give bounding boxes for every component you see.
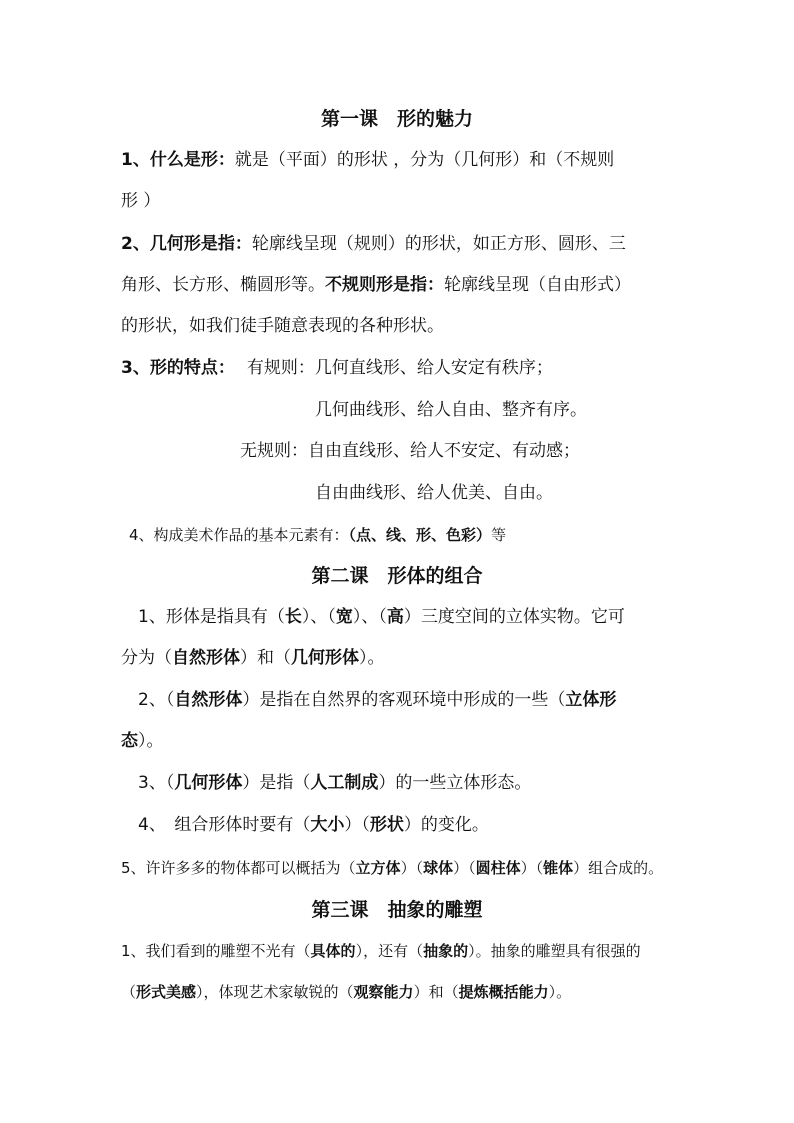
l2p3-a: 3、（ [138, 773, 175, 793]
l2p1-f: 分为（ [121, 648, 172, 668]
l3p1-e: （ [121, 983, 137, 1001]
lesson1-para2-line2 [121, 273, 631, 297]
lesson1-para1-cont: 形 ） [121, 191, 161, 211]
l2p1-b1: 长 [284, 607, 302, 627]
l2p2-c: ）是指在自然界的客观环境中形成的一些（ [242, 690, 566, 710]
l2p1-c: ）、（ [301, 607, 336, 627]
l2p4-c: ）（ [344, 815, 370, 835]
lesson1-para1-label: 1、什么是形： [121, 150, 235, 170]
lesson3-para1-cont [121, 980, 571, 1004]
lesson2-para5 [121, 856, 663, 880]
l2p1-d: ）、（ [352, 607, 387, 627]
l2p4-b1: 大小 [310, 815, 345, 835]
l2p4-a: 4、 组合形体时要有（ [138, 815, 311, 835]
lesson1-para2-label: 2、几何形是指： [121, 234, 252, 254]
lesson2-title: 第二课 形体的组合 [311, 565, 483, 587]
l2p5-c: ）（ [400, 859, 424, 877]
l2p5-b3: 圆柱体 [475, 859, 521, 877]
l3p1-f: ），体现艺术家敏锐的（ [196, 983, 354, 1001]
l2p1-b3: 高 [386, 607, 404, 627]
l2p3-b1: 几何形体 [174, 773, 243, 793]
lesson3-para1 [121, 939, 641, 963]
l3p1-g: ）和（ [413, 983, 459, 1001]
l2p1-h: ）。 [359, 648, 385, 668]
l3p1-b3: 形式美感 [136, 983, 197, 1001]
l3p1-b5: 提炼概括能力 [458, 983, 549, 1001]
lesson3-title: 第三课 抽象的雕塑 [311, 899, 483, 921]
l2p1-a: 1、形体是指具有（ [138, 607, 285, 627]
lesson1-para2-line2a: 角形、长方形、椭圆形等。 [121, 275, 325, 295]
l2p5-e: ）（ [520, 859, 544, 877]
l2p4-d: ）的变化。 [403, 815, 489, 835]
lesson1-para3-label: 3、形的特点： [121, 358, 235, 378]
l2p1-g: ）和（ [240, 648, 291, 668]
lesson1-para1 [121, 148, 614, 172]
lesson1-para2-label2: 不规则形是指： [325, 275, 444, 295]
l2p2-b3: 态 [121, 731, 138, 751]
l2p2-b1: 自然形体 [174, 690, 243, 710]
l3p1-b2: 抽象的 [423, 942, 469, 960]
l2p5-d: ）（ [453, 859, 476, 877]
lesson1-para1-text: 就是（平面）的形状 ，分为（几何形）和（不规则 [234, 150, 615, 170]
l2p1-b4: 自然形体 [172, 648, 240, 668]
l2p1-e: ）三度空间的立体实物。它可 [403, 607, 625, 627]
lesson2-para2 [138, 688, 616, 712]
l3p1-d: ）。抽象的雕塑具有很强的 [468, 942, 641, 960]
l2p4-b2: 形状 [369, 815, 404, 835]
lesson2-para3 [138, 771, 531, 795]
l3p1-b4: 观察能力 [353, 983, 414, 1001]
lesson1-para2-line3: 的形状，如我们徒手随意表现的各种形状。 [121, 316, 444, 336]
lesson2-para4 [138, 813, 489, 837]
l2p5-b1: 立方体 [355, 859, 401, 877]
l2p3-c: ）是指（ [242, 773, 311, 793]
l2p5-a: 5、许许多多的物体都可以概括为（ [121, 859, 356, 877]
l3p1-a: 1、我们看到的雕塑不光有（ [121, 942, 311, 960]
lesson1-para3-irregular: 无规则：自由直线形、给人不安定、有动感； [240, 441, 580, 461]
l3p1-c: ），还有（ [355, 942, 424, 960]
l2p2-d: ）。 [138, 731, 164, 751]
l2p2-a: 2、（ [138, 690, 175, 710]
lesson2-para1 [138, 605, 625, 629]
l2p1-b2: 宽 [335, 607, 353, 627]
l2p3-d: ）的一些立体形态。 [378, 773, 532, 793]
lesson1-para3-regular2: 几何曲线形、给人自由、整齐有序。 [315, 400, 587, 420]
l3p1-h: ）。 [548, 983, 572, 1001]
lesson1-para2 [121, 232, 626, 256]
l2p2-b2: 立体形 [565, 690, 617, 710]
lesson1-para3 [121, 356, 553, 380]
lesson1-title: 第一课 形的魅力 [320, 108, 473, 130]
lesson1-para4 [129, 523, 506, 547]
lesson1-para2-line2b: 轮廓线呈现（自由形式） [444, 275, 631, 295]
lesson2-para2-cont [121, 729, 164, 753]
l2p5-f: ）组合成的。 [573, 859, 664, 877]
lesson1-para4-end: 等 [491, 526, 507, 544]
lesson1-para3-regular: 有规则：几何直线形、给人安定有秩序； [246, 358, 553, 378]
l2p5-b4: 锥体 [543, 859, 574, 877]
l3p1-b1: 具体的 [310, 942, 356, 960]
l2p3-b2: 人工制成 [310, 773, 379, 793]
lesson1-para2-text: 轮廓线呈现（规则）的形状，如正方形、圆形、三 [251, 234, 626, 254]
lesson2-para1-cont [121, 646, 385, 670]
l2p1-b5: 几何形体 [291, 648, 359, 668]
lesson1-para4-text: 4、构成美术作品的基本元素有： [129, 526, 349, 544]
lesson1-para3-irregular2: 自由曲线形、给人优美、自由。 [315, 483, 553, 503]
lesson1-para4-bold: （点、线、形、色彩） [348, 526, 492, 544]
l2p5-b2: 球体 [423, 859, 454, 877]
